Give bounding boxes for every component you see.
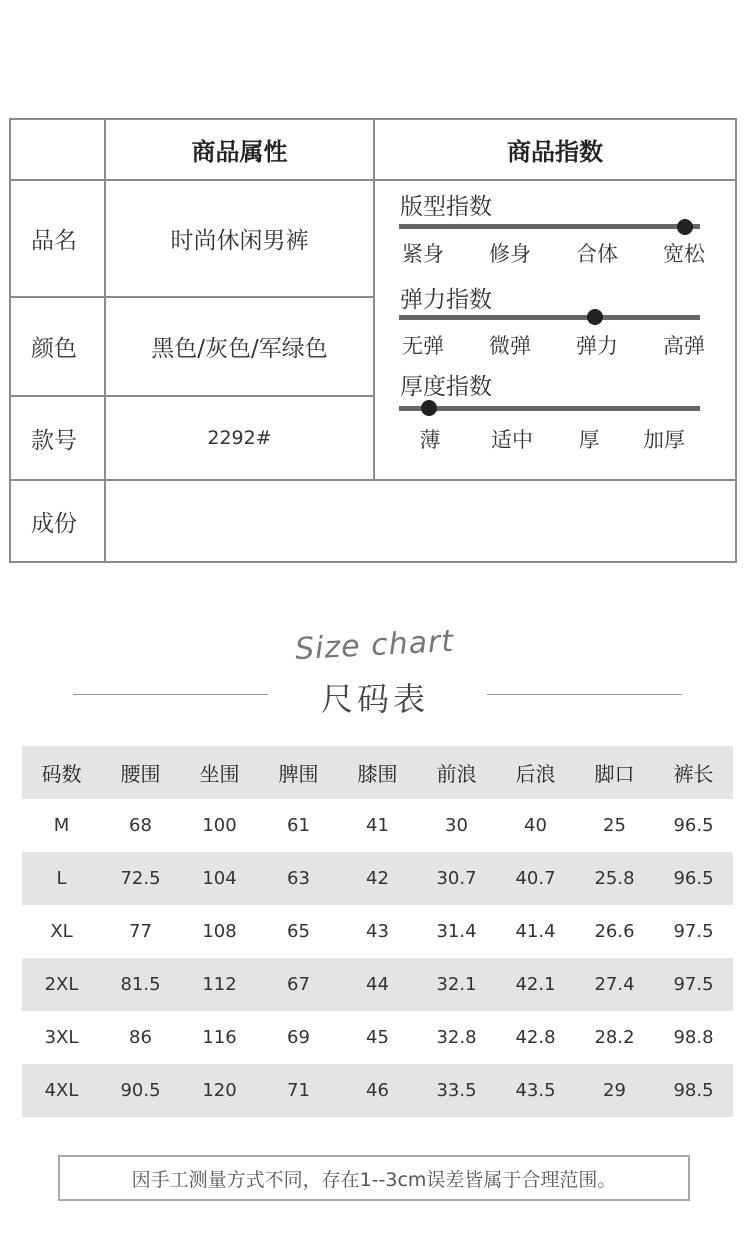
- column-header: 码数: [41, 762, 82, 786]
- stretch-tick: 高弹: [663, 334, 705, 358]
- table-cell: 67: [287, 974, 310, 995]
- value-composition: [106, 481, 735, 561]
- thickness-index-bar: [399, 406, 700, 411]
- stretch-index-bar: [399, 315, 700, 320]
- table-cell: 33.5: [436, 1080, 477, 1101]
- table-cell: 81.5: [120, 974, 161, 995]
- thickness-tick: 薄: [419, 428, 441, 452]
- column-header: 脚口: [594, 762, 635, 786]
- table-cell: 42.8: [515, 1027, 556, 1048]
- stretch-tick: 无弹: [402, 334, 444, 358]
- column-header: 腰围: [120, 762, 161, 786]
- table-cell: 25: [603, 815, 626, 836]
- table-row: [22, 958, 733, 1011]
- label-name: 品名: [31, 228, 77, 254]
- fit-index-marker: [677, 219, 693, 235]
- table-cell: 71: [287, 1080, 310, 1101]
- table-cell: 40: [524, 815, 547, 836]
- size-chart-script-title: Size chart: [294, 623, 456, 668]
- stretch-index-title: 弹力指数: [400, 287, 492, 313]
- table-cell: 2XL: [44, 974, 79, 995]
- thickness-tick: 厚: [578, 428, 600, 452]
- table-cell: 108: [202, 921, 237, 942]
- column-header: 裤长: [673, 762, 714, 786]
- column-header: 后浪: [515, 762, 556, 786]
- table-cell: M: [53, 815, 70, 836]
- table-cell: 104: [202, 868, 237, 889]
- stretch-tick: 微弹: [489, 334, 531, 358]
- table-cell: 86: [129, 1027, 152, 1048]
- thickness-index-marker: [421, 400, 437, 416]
- fit-tick: 合体: [576, 242, 618, 266]
- table-cell: 46: [366, 1080, 389, 1101]
- table-cell: 116: [202, 1027, 237, 1048]
- table-cell: 32.1: [436, 974, 477, 995]
- value-name: 时尚休闲男裤: [170, 228, 309, 254]
- table-cell: 27.4: [594, 974, 635, 995]
- table-cell: 41.4: [515, 921, 556, 942]
- table-cell: 112: [202, 974, 237, 995]
- label-style-no: 款号: [31, 427, 77, 454]
- table-cell: 63: [287, 868, 310, 889]
- table-cell: 30: [445, 815, 468, 836]
- measurement-note: 因手工测量方式不同，存在1--3cm误差皆属于合理范围。: [58, 1155, 690, 1201]
- table-cell: 97.5: [673, 974, 714, 995]
- header-index: 商品指数: [507, 138, 603, 166]
- table-cell: 65: [287, 921, 310, 942]
- table-cell: 30.7: [436, 868, 477, 889]
- table-cell: 69: [287, 1027, 310, 1048]
- table-cell: XL: [50, 921, 73, 942]
- table-row: [22, 852, 733, 905]
- header-attributes: 商品属性: [191, 138, 288, 166]
- table-cell: 43: [366, 921, 389, 942]
- table-cell: 96.5: [673, 868, 714, 889]
- value-color: 黑色/灰色/军绿色: [151, 336, 328, 362]
- column-header: 前浪: [436, 762, 477, 786]
- value-style-no: 2292#: [207, 427, 272, 449]
- table-cell: 98.5: [673, 1080, 714, 1101]
- table-cell: 40.7: [515, 868, 556, 889]
- table-header-row: [22, 746, 733, 799]
- column-header: 坐围: [199, 762, 240, 786]
- label-composition: 成份: [31, 510, 77, 537]
- thickness-tick: 加厚: [643, 428, 685, 452]
- table-cell: 120: [202, 1080, 237, 1101]
- fit-tick: 紧身: [402, 242, 444, 266]
- size-table: [22, 746, 733, 1117]
- table-row: [22, 905, 733, 958]
- table-cell: 3XL: [44, 1027, 79, 1048]
- table-cell: 25.8: [594, 868, 635, 889]
- table-cell: 42.1: [515, 974, 556, 995]
- table-row: [22, 1064, 733, 1117]
- fit-index-title: 版型指数: [400, 194, 492, 220]
- column-header: 膝围: [357, 762, 398, 786]
- label-color: 颜色: [31, 336, 77, 362]
- column-header: 脾围: [278, 762, 319, 786]
- stretch-index-marker: [587, 309, 603, 325]
- table-cell: 4XL: [44, 1080, 79, 1101]
- table-cell: 77: [129, 921, 152, 942]
- fit-index-bar: [399, 224, 700, 229]
- table-cell: 90.5: [120, 1080, 161, 1101]
- table-cell: 68: [129, 815, 152, 836]
- table-cell: 32.8: [436, 1027, 477, 1048]
- table-row: [22, 799, 733, 852]
- table-cell: 31.4: [436, 921, 477, 942]
- table-cell: 26.6: [594, 921, 635, 942]
- table-cell: 45: [366, 1027, 389, 1048]
- table-cell: 44: [366, 974, 389, 995]
- table-cell: L: [56, 868, 67, 889]
- table-cell: 42: [366, 868, 389, 889]
- fit-tick: 宽松: [663, 242, 705, 266]
- table-cell: 29: [603, 1080, 626, 1101]
- table-cell: 96.5: [673, 815, 714, 836]
- attribute-table: [9, 118, 737, 563]
- table-cell: 97.5: [673, 921, 714, 942]
- thickness-index-title: 厚度指数: [400, 374, 492, 400]
- table-cell: 100: [202, 815, 237, 836]
- stretch-tick: 弹力: [576, 334, 618, 358]
- table-row: [22, 1011, 733, 1064]
- fit-tick: 修身: [489, 242, 531, 266]
- table-cell: 28.2: [594, 1027, 635, 1048]
- table-cell: 98.8: [673, 1027, 714, 1048]
- table-cell: 43.5: [515, 1080, 556, 1101]
- thickness-tick: 适中: [491, 428, 533, 452]
- size-chart-title: 尺码表: [320, 680, 429, 718]
- table-cell: 41: [366, 815, 389, 836]
- table-cell: 72.5: [120, 868, 161, 889]
- table-cell: 61: [287, 815, 310, 836]
